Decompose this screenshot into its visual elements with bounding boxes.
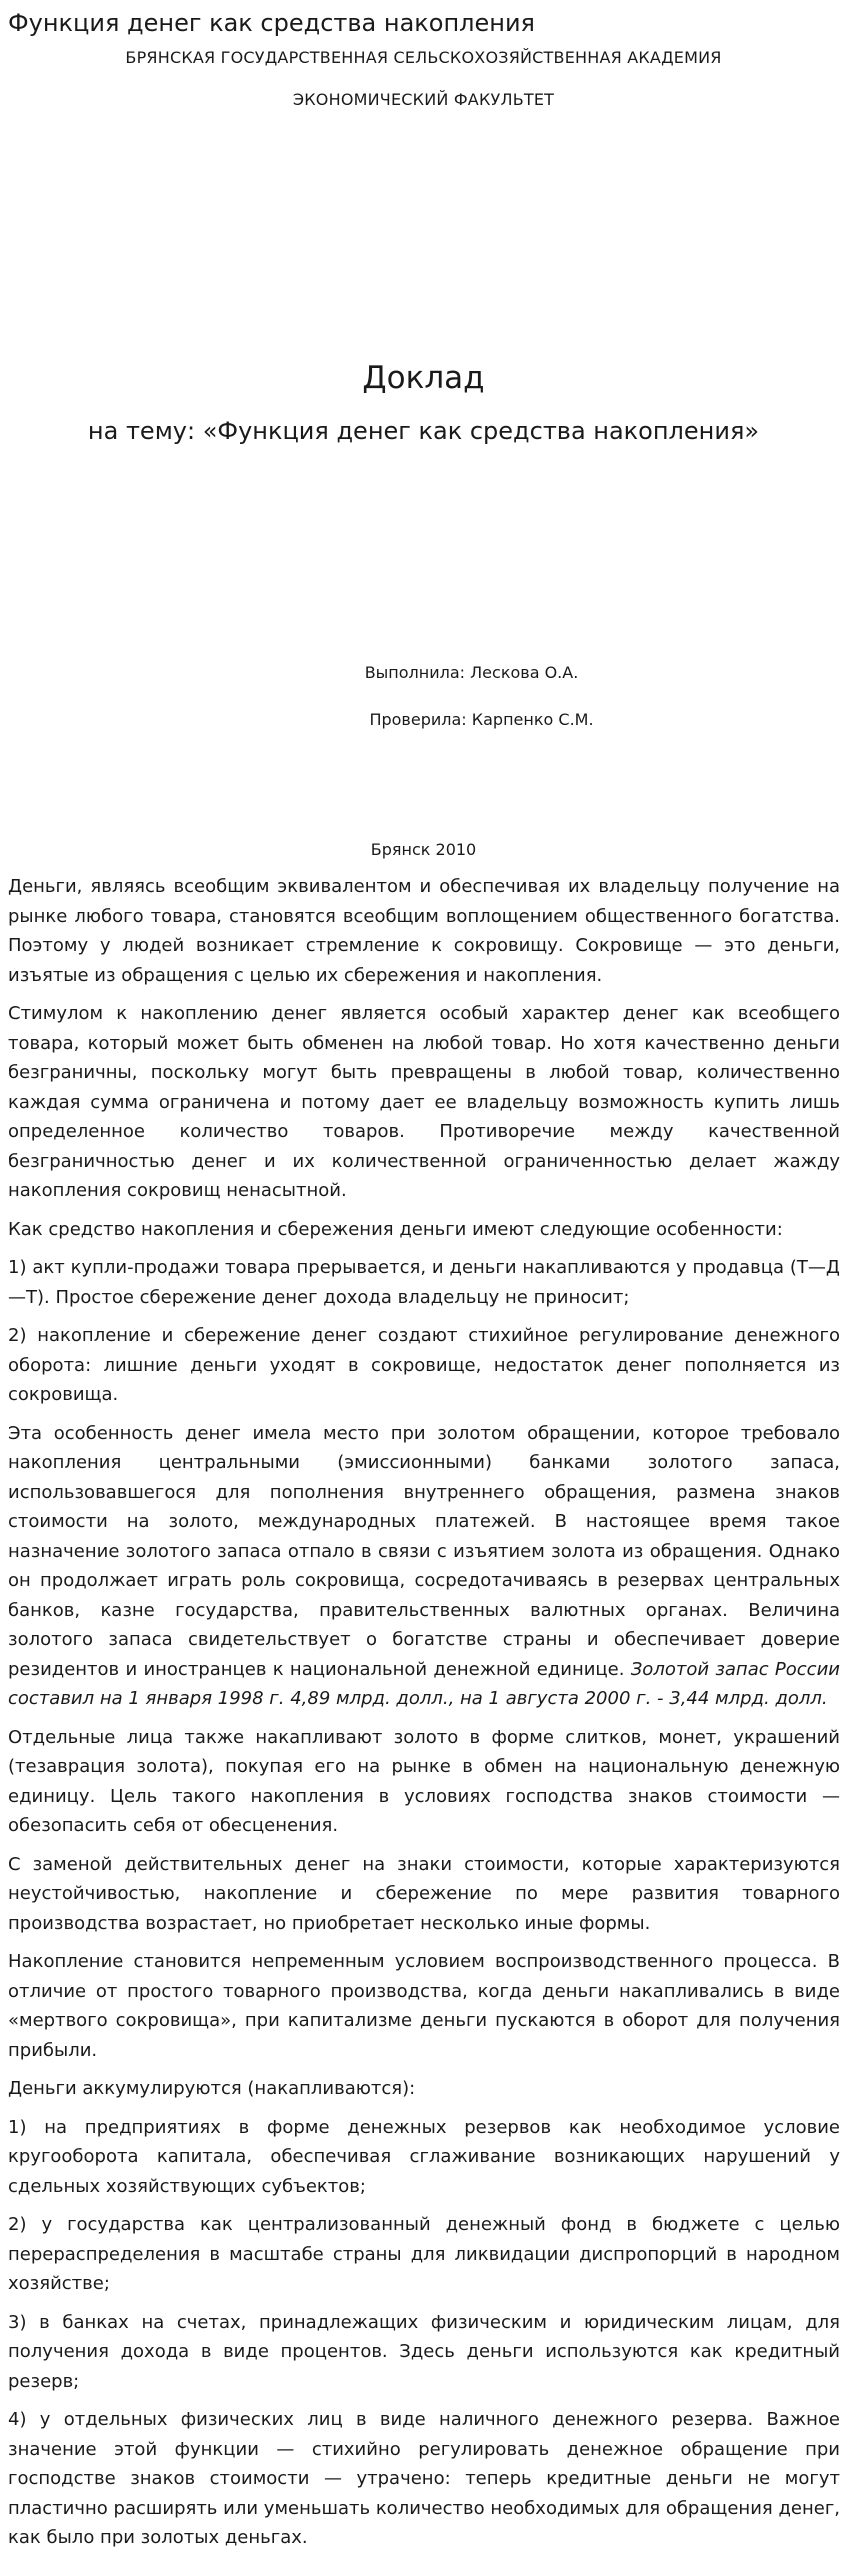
paragraph: 1) акт купли-продажи товара прерывается, и деньги накапливаются у продавца (Т—Д—Т). Простое сбережение денег дохода владельцу не приносит;	[8, 1257, 840, 1308]
checked-by: Проверила: Карпенко С.М.	[369, 710, 594, 729]
report-label: Доклад	[362, 360, 485, 396]
performed-by: Выполнила: Лескова О.А.	[364, 663, 579, 682]
paragraph: С заменой действительных денег на знаки стоимости, которые характеризуются неустойчивостью, накопление и сбережение по мере развития товарного производства возрастает, но приобретает несколько иные формы.	[8, 1853, 840, 1934]
paragraph: Как средство накопления и сбережения деньги имеют следующие особенности:	[8, 1218, 783, 1240]
paragraph: 4) у отдельных физических лиц в виде наличного денежного резерва. Важное значение этой функции — стихийно регулировать денежное обращение при господстве знаков стоимости — утрачено: теперь кредитные деньги не могут пластично расширять или уменьшать количество необходимых для обращения денег, как было при золотых деньгах.	[8, 2409, 840, 2548]
paragraph-text: Эта особенность денег имела место при золотом обращении, которое требовало накопления центральными (эмиссионными) банками золотого запаса, использовавшегося для пополнения внутреннего обращения, размена знаков стоимости на золото, международных платежей. В настоящее время такое назначение золотого запаса отпало в связи с изъятием золота из обращения. Однако он продолжает играть роль сокровища, сосредотачиваясь в резервах центральных банков, казне государства, правительственных валютных органах. Величина золотого запаса свидетельствует о богатстве страны и обеспечивает доверие резидентов и иностранцев к национальной денежной единице.	[8, 1422, 840, 1680]
paragraph: 1) на предприятиях в форме денежных резервов как необходимое условие кругооборота капитала, обеспечивая сглаживание возникающих нарушений у сдельных хозяйствующих субъектов;	[8, 2116, 840, 2197]
paragraph: Отдельные лица также накапливают золото в форме слитков, монет, украшений (тезаврация золота), покупая его на рынке в обмен на национальную денежную единицу. Цель такого накопления в условиях господства знаков стоимости — обезопасить себя от обесценения.	[8, 1726, 840, 1836]
institution-name: БРЯНСКАЯ ГОСУДАРСТВЕННАЯ СЕЛЬСКОХОЗЯЙСТВЕННАЯ АКАДЕМИЯ	[125, 48, 722, 67]
paragraph: Деньги аккумулируются (накапливаются):	[8, 2078, 416, 2099]
gold-reserve-note: Золотой запас России составил на 1 января 1998 г. 4,89 млрд. долл., на 1 августа 2000 г. - 3,44 млрд. долл.	[8, 1658, 840, 1709]
report-topic: на тему: «Функция денег как средства накопления»	[87, 417, 760, 445]
paragraph: 2) накопление и сбережение денег создают стихийное регулирование денежного оборота: лишние деньги уходят в сокровище, недостаток денег пополняется из сокровища.	[8, 1325, 840, 1405]
paragraph: 3) в банках на счетах, принадлежащих физическим и юридическим лицам, для получения дохода в виде процентов. Здесь деньги используются как кредитный резерв;	[8, 2311, 840, 2392]
paragraph: Стимулом к накоплению денег является особый характер денег как всеобщего товара, который может быть обменен на любой товар. Но хотя качественно деньги безграничны, поскольку могут быть превращены в любой товар, количественно каждая сумма ограничена и потому дает ее владельцу возможность купить лишь определенное количество товаров. Противоречие между качественной безграничностью денег и их количественной ограниченностью делает жажду накопления сокровищ ненасытной.	[8, 1003, 840, 1201]
paragraph: Деньги, являясь всеобщим эквивалентом и обеспечивая их владельцу получение на рынке любого товара, становятся всеобщим воплощением общественного богатства. Поэтому у людей возникает стремление к сокровищу. Сокровище — это деньги, изъятые из обращения с целью их сбережения и накопления.	[8, 876, 840, 986]
paragraph	[8, 1419, 840, 1714]
document-title: Функция денег как средства накопления	[8, 9, 535, 37]
paragraph: 2) у государства как централизованный денежный фонд в бюджете с целью перераспределения в масштабе страны для ликвидации диспропорций в народном хозяйстве;	[8, 2214, 840, 2294]
paragraph: Накопление становится непременным условием воспроизводственного процесса. В отличие от простого товарного производства, когда деньги накапливались в виде «мертвого сокровища», при капитализме деньги пускаются в оборот для получения прибыли.	[8, 1951, 840, 2061]
faculty-name: ЭКОНОМИЧЕСКИЙ ФАКУЛЬТЕТ	[292, 90, 555, 109]
city-year: Брянск 2010	[370, 840, 477, 859]
document-body	[8, 872, 840, 2562]
